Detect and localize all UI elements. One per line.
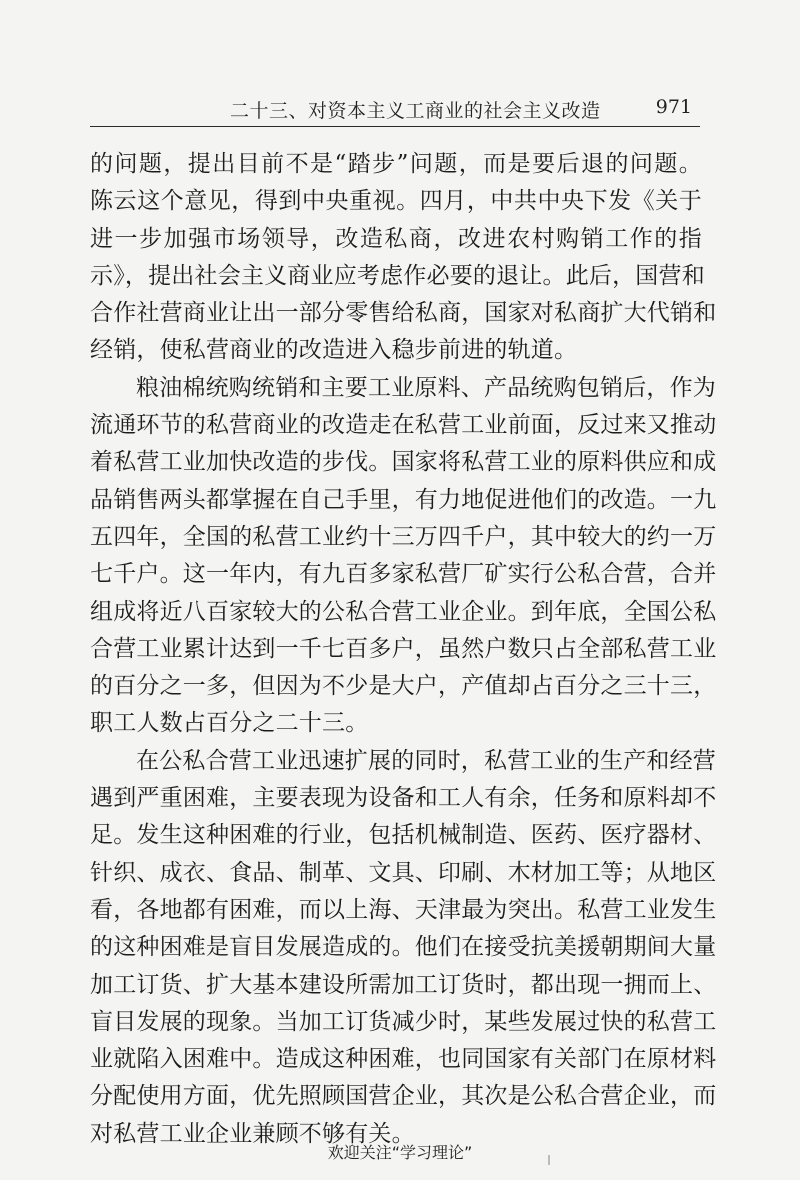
page-number: 971 — [655, 96, 692, 118]
text-line: 对私营工业企业兼顾不够有关。 — [90, 1120, 415, 1147]
scan-mark — [548, 1155, 550, 1165]
text-line: 流通环节的私营商业的改造走在私营工业前面，反过来又推动 — [90, 412, 717, 439]
text-line: 加工订货、扩大基本建设所需加工订货时，都出现一拥而上、 — [90, 971, 717, 998]
text-line: 的这种困难是盲目发展造成的。他们在接受抗美援朝期间大量 — [90, 934, 717, 961]
text-line: 七千户。这一年内，有九百多家私营厂矿实行公私合营，合并 — [90, 561, 717, 588]
text-line: 在公私合营工业迅速扩展的同时，私营工业的生产和经营 — [136, 747, 716, 774]
text-line: 业就陷入困难中。造成这种困难，也同国家有关部门在原材料 — [90, 1046, 717, 1073]
paragraph — [90, 146, 717, 370]
text-line: 组成将近八百家较大的公私合营工业企业。到年底，全国公私 — [90, 598, 717, 625]
text-line: 看，各地都有困难，而以上海、天津最为突出。私营工业发生 — [90, 896, 717, 923]
chapter-title: 二十三、对资本主义工商业的社会主义改造 — [230, 100, 601, 122]
text-line: 针织、成衣、食品、制革、文具、印刷、木材加工等；从地区 — [90, 859, 717, 886]
text-line: 的问题，提出目前不是“踏步”问题，而是要后退的问题。 — [90, 151, 702, 177]
text-line: 的百分之一多，但因为不少是大户，产值却占百分之三十三， — [90, 673, 717, 700]
text-line: 分配使用方面，优先照顾国营企业，其次是公私合营企业，而 — [90, 1083, 717, 1110]
text-line: 职工人数占百分之二十三。 — [90, 710, 369, 737]
text-line: 粮油棉统购统销和主要工业原料、产品统购包销后，作为 — [136, 374, 716, 401]
text-line: 五四年，全国的私营工业约十三万四千户，其中较大的约一万 — [90, 523, 717, 550]
text-line: 品销售两头都掌握在自己手里，有力地促进他们的改造。一九 — [90, 486, 717, 513]
running-header — [90, 92, 700, 127]
text-line: 经销，使私营商业的改造进入稳步前进的轨道。 — [90, 337, 578, 364]
footer-caption: 欢迎关注“学习理论” — [327, 1143, 473, 1162]
text-line: 合作社营商业让出一部分零售给私商，国家对私商扩大代销和 — [90, 300, 717, 327]
text-line: 进一步加强市场领导，改造私商，改进农村购销工作的指 — [90, 225, 702, 252]
text-line: 遇到严重困难，主要表现为设备和工人有余，任务和原料却不 — [90, 785, 717, 812]
body-text — [90, 146, 717, 1153]
paragraph — [90, 370, 717, 743]
text-line: 陈云这个意见，得到中央重视。四月，中共中央下发《关于 — [90, 188, 702, 215]
text-line: 足。发生这种困难的行业，包括机械制造、医药、医疗器材、 — [90, 822, 717, 849]
paragraph — [90, 743, 717, 1153]
text-line: 合营工业累计达到一千七百多户，虽然户数只占全部私营工业 — [90, 635, 717, 662]
text-line: 盲目发展的现象。当加工订货减少时，某些发展过快的私营工 — [90, 1008, 717, 1035]
text-line: 着私营工业加快改造的步伐。国家将私营工业的原料供应和成 — [90, 449, 717, 476]
text-line: 示》，提出社会主义商业应考虑作必要的退让。此后，国营和 — [90, 262, 705, 289]
